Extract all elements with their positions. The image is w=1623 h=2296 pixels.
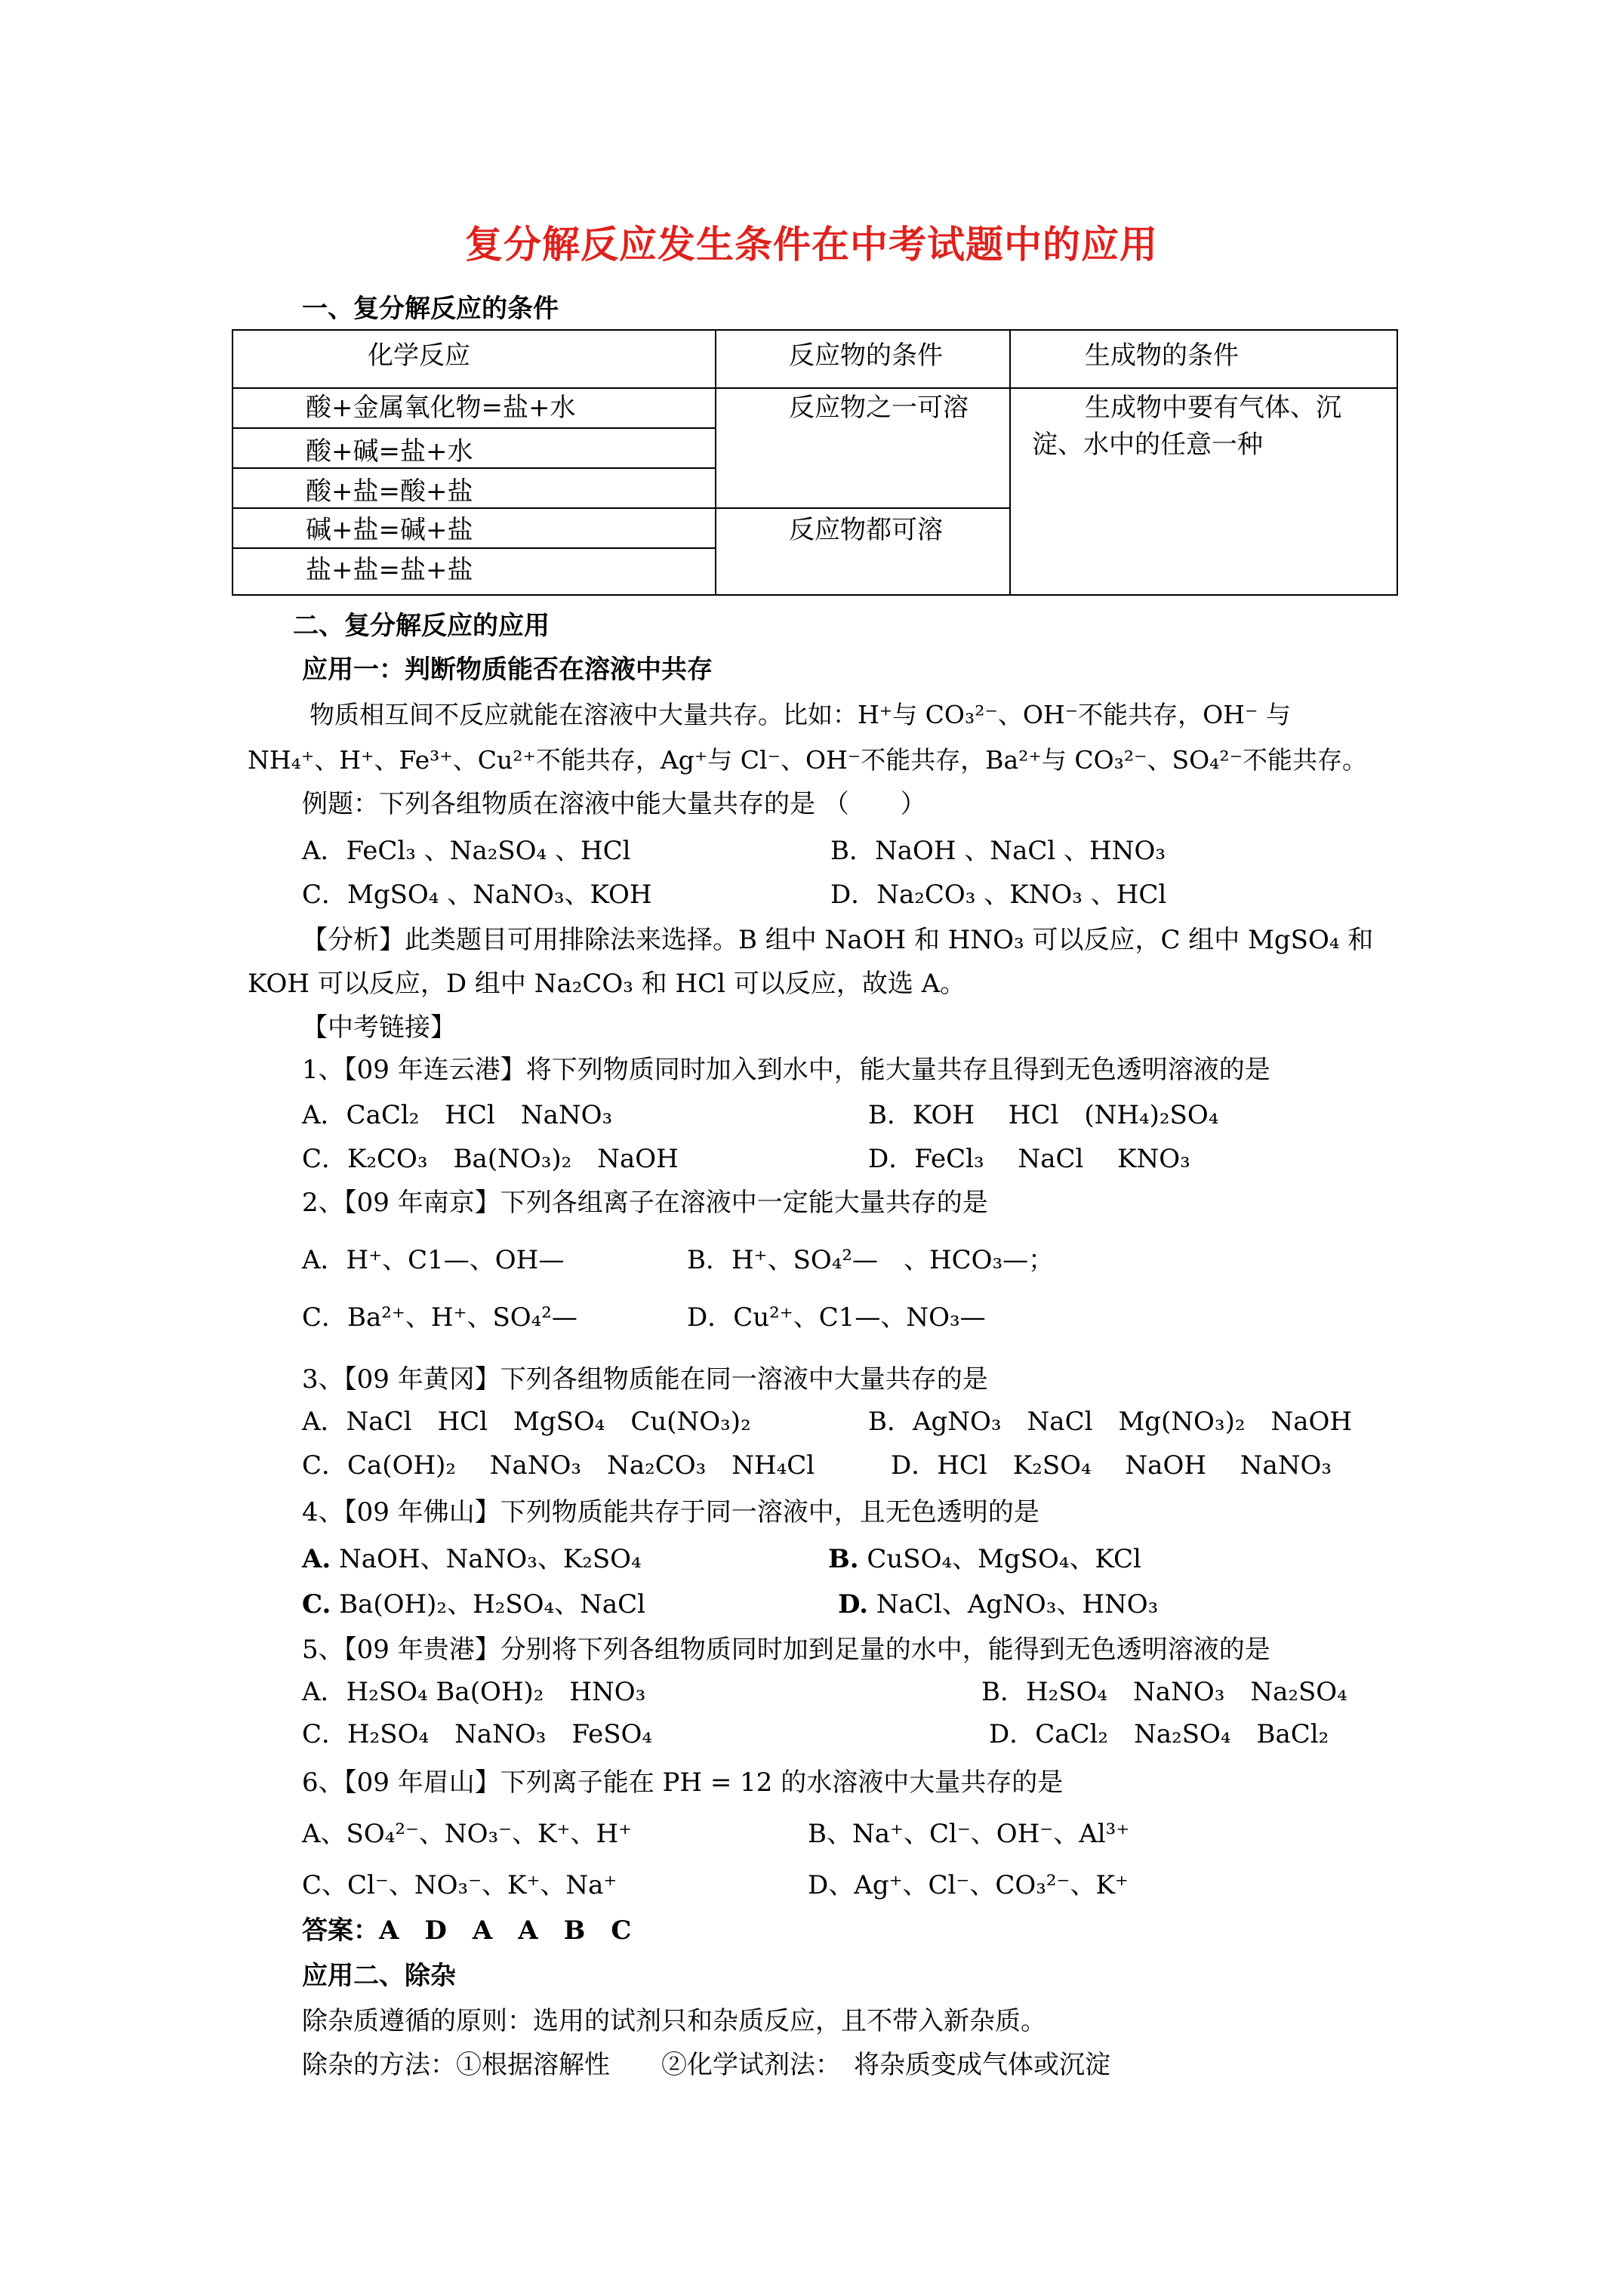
app2-principle: 除杂质遵循的原则：选用的试剂只和杂质反应，且不带入新杂质。 [302,2006,1046,2036]
example-option-d: D．Na₂CO₃ 、KNO₃ 、HCl [830,880,1167,910]
exam-link-heading: 【中考链接】 [302,1012,456,1043]
q4-option-c-letter: C. [302,1589,331,1620]
table-header-reactant-condition: 反应物的条件 [789,341,943,371]
table-reaction-4: 碱+盐=碱+盐 [306,515,473,545]
q6-stem: 6、【09 年眉山】下列离子能在 PH = 12 的水溶液中大量共存的是 [302,1767,1064,1798]
section1-heading: 一、复分解反应的条件 [302,294,559,324]
table-reactant-condition-1: 反应物之一可溶 [789,393,969,423]
answer-line: 答案：A D A A B C [302,1915,632,1946]
section2-heading: 二、复分解反应的应用 [293,611,550,641]
table-header-reaction: 化学反应 [368,341,470,371]
example-option-c: C．MgSO₄ 、NaNO₃、KOH [302,880,652,910]
q4-option-b-text: CuSO₄、MgSO₄、KCl [867,1544,1141,1574]
app2-heading: 应用二、除杂 [302,1961,456,1991]
q6-option-a: A、SO₄²⁻、NO₃⁻、K⁺、H⁺ [302,1819,633,1849]
table-product-condition-line1: 生成物中要有气体、沉 [1085,393,1341,423]
q2-option-d: D．Cu²⁺、C1—、NO₃— [687,1302,986,1333]
table-reaction-1: 酸+金属氧化物=盐+水 [306,393,576,423]
table-reaction-3: 酸+盐=酸+盐 [306,476,473,507]
app1-text-line2: NH₄⁺、H⁺、Fe³⁺、Cu²⁺不能共存，Ag⁺与 Cl⁻、OH⁻不能共存，Ba²⁺与 CO₃²⁻、SO₄²⁻不能共存。 [248,745,1368,775]
q1-option-b: B．KOH HCl (NH₄)₂SO₄ [868,1100,1219,1130]
q5-option-b: B．H₂SO₄ NaNO₃ Na₂SO₄ [981,1677,1347,1707]
q4-option-b [828,1546,1141,1572]
table-product-condition-line2: 淀、水中的任意一种 [1032,430,1263,460]
example-option-a: A．FeCl₃ 、Na₂SO₄ 、HCl [302,836,631,866]
q4-option-a [302,1546,642,1572]
q6-option-c: C、Cl⁻、NO₃⁻、K⁺、Na⁺ [302,1870,617,1900]
q4-option-a-letter: A. [302,1544,331,1574]
q4-option-a-text: NaOH、NaNO₃、K₂SO₄ [339,1544,642,1574]
q2-option-a: A．H⁺、C1—、OH— [302,1245,565,1275]
q6-option-b: B、Na⁺、Cl⁻、OH⁻、Al³⁺ [808,1819,1130,1849]
q3-stem: 3、【09 年黄冈】下列各组物质能在同一溶液中大量共存的是 [302,1364,988,1395]
q3-option-a: A．NaCl HCl MgSO₄ Cu(NO₃)₂ [302,1407,751,1437]
q3-option-b: B．AgNO₃ NaCl Mg(NO₃)₂ NaOH [868,1407,1353,1437]
q5-option-d: D．CaCl₂ Na₂SO₄ BaCl₂ [989,1719,1329,1749]
example-question: 例题：下列各组物质在溶液中能大量共存的是 （ ） [302,789,926,819]
app1-heading: 应用一：判断物质能否在溶液中共存 [302,655,713,685]
q4-stem: 4、【09 年佛山】下列物质能共存于同一溶液中，且无色透明的是 [302,1497,1039,1527]
q2-stem: 2、【09 年南京】下列各组离子在溶液中一定能大量共存的是 [302,1188,988,1218]
table-reaction-5: 盐+盐=盐+盐 [306,555,473,585]
q2-option-c: C．Ba²⁺、H⁺、SO₄²— [302,1302,577,1333]
q1-option-a: A．CaCl₂ HCl NaNO₃ [302,1100,613,1130]
q3-option-c: C．Ca(OH)₂ NaNO₃ Na₂CO₃ NH₄Cl [302,1450,815,1481]
q1-option-d: D．FeCl₃ NaCl KNO₃ [868,1144,1190,1174]
example-option-b: B．NaOH 、NaCl 、HNO₃ [830,836,1166,866]
analysis-line1: 【分析】此类题目可用排除法来选择。B 组中 NaOH 和 HNO₃ 可以反应，C 组中 MgSO₄ 和 [302,925,1374,955]
document-title: 复分解反应发生条件在中考试题中的应用 [465,222,1158,267]
q3-option-d: D．HCl K₂SO₄ NaOH NaNO₃ [891,1450,1332,1481]
q4-option-d [838,1589,1159,1620]
q1-stem: 1、【09 年连云港】将下列物质同时加入到水中，能大量共存且得到无色透明溶液的是 [302,1055,1270,1085]
analysis-line2: KOH 可以反应，D 组中 Na₂CO₃ 和 HCl 可以反应，故选 A。 [248,969,966,999]
q4-option-d-text: NaCl、AgNO₃、HNO₃ [876,1589,1159,1620]
table-reaction-2: 酸+碱=盐+水 [306,436,473,467]
table-reactant-condition-2: 反应物都可溶 [789,515,943,545]
q2-option-b: B．H⁺、SO₄²— 、HCO₃—； [687,1245,1055,1275]
app1-text-line1: 物质相互间不反应就能在溶液中大量共存。比如：H⁺与 CO₃²⁻、OH⁻不能共存，OH⁻ 与 [310,700,1291,729]
q5-option-c: C．H₂SO₄ NaNO₃ FeSO₄ [302,1719,653,1749]
conditions-table [232,329,1398,596]
app2-method: 除杂的方法：①根据溶解性 ②化学试剂法： 将杂质变成气体或沉淀 [302,2050,1110,2080]
q4-option-d-letter: D. [838,1589,869,1620]
q5-stem: 5、【09 年贵港】分别将下列各组物质同时加到足量的水中，能得到无色透明溶液的是 [302,1635,1270,1665]
q6-option-d: D、Ag⁺、Cl⁻、CO₃²⁻、K⁺ [808,1870,1129,1900]
table-header-product-condition: 生成物的条件 [1085,341,1239,371]
q5-option-a: A．H₂SO₄ Ba(OH)₂ HNO₃ [302,1677,646,1707]
q4-option-b-letter: B. [828,1544,859,1574]
q4-option-c [302,1589,646,1620]
q4-option-c-text: Ba(OH)₂、H₂SO₄、NaCl [339,1589,646,1620]
q1-option-c: C．K₂CO₃ Ba(NO₃)₂ NaOH [302,1144,679,1174]
